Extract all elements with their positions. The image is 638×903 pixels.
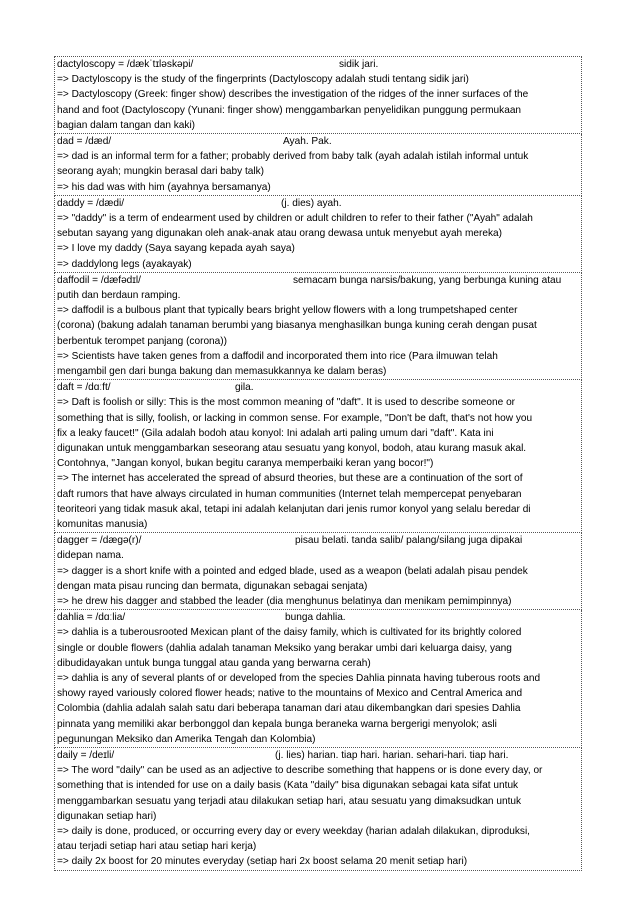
entry-text-line: teoriteori yang tidak masuk akal, tetapi ini adalah kelanjutan dari jenis rumor konyol yang selalu beredar di	[57, 503, 531, 515]
entry-pronunciation: daffodil = /dæfədɪl/	[57, 274, 141, 286]
entry-headword-row	[57, 380, 579, 395]
dictionary-page	[54, 56, 582, 871]
entry-text-line: fix a leaky faucet!" (Gila adalah bodoh atau konyol: Ini adalah arti paling umum dari "daft". Kata ini	[57, 427, 494, 439]
entry-translation: Ayah. Pak.	[283, 136, 332, 147]
entry-pronunciation: dagger = /dægə(r)/	[57, 535, 142, 547]
entry-translation-continued: didepan nama.	[57, 550, 124, 562]
entry-headword-row	[57, 57, 579, 72]
entry-text-line: => daily 2x boost for 20 minutes everyday (setiap hari 2x boost selama 20 menit setiap hari)	[57, 856, 468, 868]
entry-text-line: something that is silly, foolish, or lacking in common sense. For example, "Don't be daft, that's not how you	[57, 412, 533, 424]
entry-text-line: sebutan sayang yang digunakan oleh anak-anak atau orang dewasa untuk menyebut ayah mereka)	[57, 228, 502, 240]
entry-text-line: mengambil gen dari bunga bakung dan memasukkannya ke dalam beras)	[57, 366, 387, 377]
dictionary-entry	[54, 610, 582, 748]
entry-text-line: => Dactyloscopy is the study of the fingerprints (Dactyloscopy adalah studi tentang sidik jari)	[57, 74, 469, 86]
entry-translation: semacam bunga narsis/bakung, yang berbunga kuning atau	[293, 274, 562, 286]
entry-pronunciation: dactyloscopy = /dækˈtɪləskəpi/	[57, 59, 194, 70]
entry-text-line: berbentuk terompet panjang (corona))	[57, 335, 228, 347]
entry-pronunciation: daddy = /dædi/	[57, 197, 125, 209]
entry-text-line: => The internet has accelerated the spread of absurd theories, but these are a continuation of the sort of	[57, 473, 523, 485]
entry-text-line: bagian dalam tangan dan kaki)	[57, 119, 196, 131]
entry-headword-row	[57, 134, 579, 149]
entry-text-line: showy rayed variously colored flower heads; native to the mountains of Mexico and Central America and	[57, 688, 523, 700]
entry-translation: sidik jari.	[339, 59, 379, 70]
entry-pronunciation: daily = /deɪli/	[57, 750, 115, 762]
dictionary-entry	[54, 134, 582, 196]
entry-pronunciation: dahlia = /dɑːlia/	[57, 612, 126, 624]
entry-text-line: seorang ayah; mungkin berasal dari baby talk)	[57, 166, 265, 178]
entry-text-line: => daffodil is a bulbous plant that typically bears bright yellow flowers with a long trumpetshaped center	[57, 305, 518, 317]
dictionary-entry	[54, 748, 582, 871]
entry-text-line: => Daft is foolish or silly: This is the most common meaning of "daft". It is used to describe someone or	[57, 397, 516, 409]
entry-text-line: pinnata yang memiliki akar berbonggol dan kepala bunga beraneka warna bergerigi menyolok; asli	[57, 718, 497, 730]
entry-text-line: => his dad was with him (ayahnya bersamanya)	[57, 181, 271, 193]
entry-pronunciation: dad = /dæd/	[57, 136, 112, 147]
entry-translation: gila.	[235, 382, 254, 394]
entry-text-line: atau terjadi setiap hari atau setiap hari kerja)	[57, 841, 257, 853]
entry-pronunciation: daft = /dɑːft/	[57, 382, 111, 394]
entry-headword-row	[57, 196, 579, 211]
dictionary-entry	[54, 380, 582, 533]
entry-text-line: hand and foot (Dactyloscopy (Yunani: finger show) menggambarkan penyelidikan punggung permukaan	[57, 104, 522, 116]
entry-headword-row	[57, 748, 579, 763]
entry-translation-continued: putih dan berdaun ramping.	[57, 289, 181, 301]
entry-text-line: => dagger is a short knife with a pointed and edged blade, used as a weapon (belati adalah pisau pendek	[57, 565, 528, 577]
entry-text-line: => Scientists have taken genes from a daffodil and incorporated them into rice (Para ilmuwan telah	[57, 350, 498, 362]
dictionary-entry	[54, 533, 582, 610]
entry-translation: pisau belati. tanda salib/ palang/silang juga dipakai	[295, 535, 523, 547]
entry-text-line: single or double flowers (dahlia adalah tanaman Meksiko yang berakar umbi dari keluarga daisy, yang	[57, 642, 512, 654]
entry-text-line: => Dactyloscopy (Greek: finger show) describes the investigation of the ridges of the inner surfaces of the	[57, 89, 529, 101]
dictionary-entry	[54, 273, 582, 380]
entry-headword-row	[57, 610, 579, 625]
entry-text-line: => he drew his dagger and stabbed the leader (dia menghunus belatinya dan menikam pemimpinnya)	[57, 596, 512, 608]
entry-text-line: => "daddy" is a term of endearment used by children or adult children to refer to their father ("Ayah" adalah	[57, 212, 533, 224]
entry-text-line: => dahlia is any of several plants of or developed from the species Dahlia pinnata having tuberous roots and	[57, 673, 541, 685]
entry-text-line: daft rumors that have always circulated in human communities (Internet telah mempercepat penyebaran	[57, 488, 522, 500]
entry-text-line: => dad is an informal term for a father; probably derived from baby talk (ayah adalah istilah informal untuk	[57, 151, 529, 163]
entry-text-line: menggambarkan sesuatu yang terjadi atau dilakukan setiap hari, atau sesuatu yang dimaksudkan untuk	[57, 795, 522, 807]
entry-headword-row	[57, 273, 579, 288]
entry-text-line: digunakan untuk menggambarkan seseorang atau sesuatu yang konyol, bodoh, atau kurang masuk akal.	[57, 443, 527, 454]
entry-text-line: => I love my daddy (Saya sayang kepada ayah saya)	[57, 243, 295, 255]
dictionary-entry	[54, 56, 582, 134]
entry-translation: (j. lies) harian. tiap hari. harian. sehari-hari. tiap hari.	[275, 750, 509, 762]
entry-text-line: komunitas manusia)	[57, 519, 148, 531]
entry-text-line: Colombia (dahlia adalah salah satu dari beberapa tanaman dari atau dikembangkan dari spesies Dahlia	[57, 703, 521, 715]
entry-text-line: (corona) (bakung adalah tanaman berumbi yang biasanya menghasilkan bunga kuning cerah dengan pusat	[57, 320, 537, 332]
entry-text-line: something that is intended for use on a daily basis (Kata "daily" bisa digunakan sebagai kata sifat untuk	[57, 780, 519, 792]
entry-translation: bunga dahlia.	[285, 612, 346, 624]
entry-text-line: Contohnya, "Jangan konyol, bukan begitu caranya memperbaiki keran yang bocor!")	[57, 458, 434, 470]
entry-headword-row	[57, 533, 579, 548]
entry-text-line: => The word "daily" can be used as an adjective to describe something that happens or is done every day, or	[57, 765, 543, 777]
entry-translation: (j. dies) ayah.	[281, 197, 342, 209]
entry-text-line: digunakan setiap hari)	[57, 810, 157, 822]
entry-text-line: => daily is done, produced, or occurring every day or every weekday (harian adalah dilakukan, diproduksi,	[57, 826, 530, 838]
dictionary-entry	[54, 196, 582, 273]
entry-text-line: => daddylong legs (ayakayak)	[57, 258, 192, 270]
entry-text-line: pegunungan Meksiko dan Amerika Tengah dan Kolombia)	[57, 733, 316, 745]
entry-text-line: dibudidayakan untuk bunga tunggal atau ganda yang berwarna cerah)	[57, 657, 371, 669]
entry-text-line: => dahlia is a tuberousrooted Mexican plant of the daisy family, which is cultivated for its brightly colored	[57, 627, 522, 639]
entry-text-line: dengan mata pisau runcing dan bermata, digunakan sebagai senjata)	[57, 580, 368, 592]
